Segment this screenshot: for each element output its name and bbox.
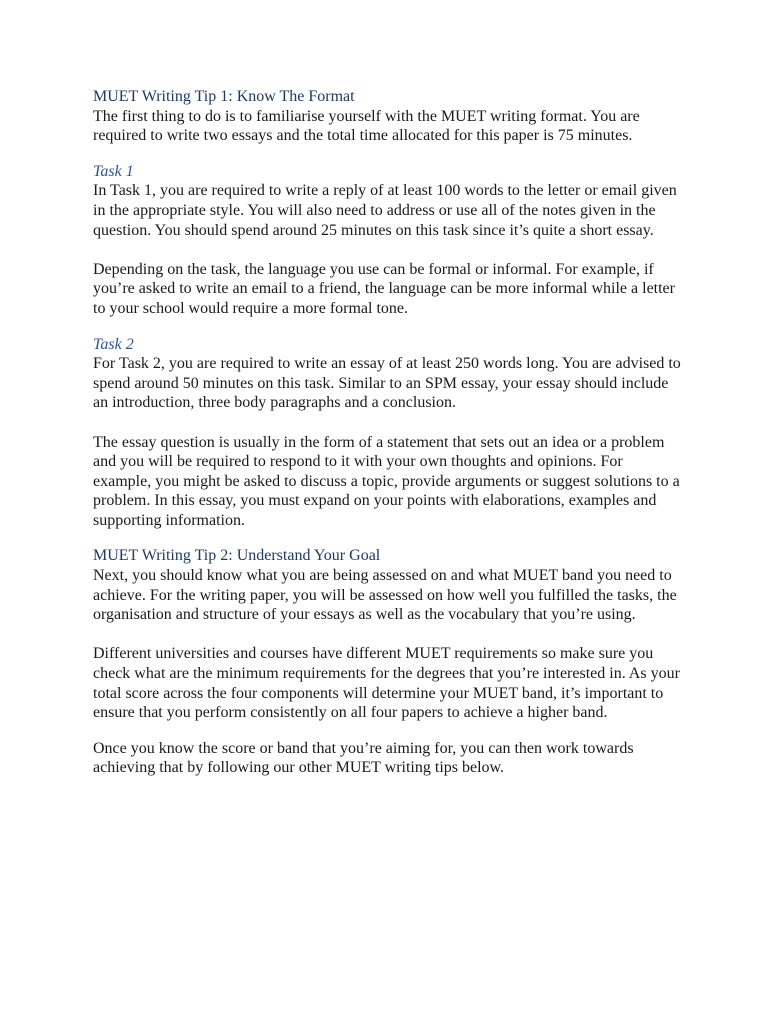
tip1-heading: MUET Writing Tip 1: Know The Format xyxy=(93,88,355,105)
task2-heading: Task 2 xyxy=(93,335,134,353)
task2-paragraph-2: The essay question is usually in the form of a statement that sets out an idea or a problem and you will be required to respond to it with your own thoughts and opinions. For example, you might be asked to discuss a topic, provide arguments or suggest solutions to a problem. In this essay, you must expand on your points with elaborations, examples and supporting information. xyxy=(93,433,680,529)
task1-paragraph-1: In Task 1, you are required to write a reply of at least 100 words to the letter or email given in the appropriate style. You will also need to address or use all of the notes given in the question. You should spend around 25 minutes on this task since it’s quite a short essay. xyxy=(93,182,677,239)
task1-heading: Task 1 xyxy=(93,162,134,180)
document-page xyxy=(93,87,683,778)
tip2-paragraph-1: Next, you should know what you are being assessed on and what MUET band you need to achieve. For the writing paper, you will be assessed on how well you fulfilled the tasks, the organisation and structure of your essays as well as the vocabulary that you’re using. xyxy=(93,567,677,624)
task1-paragraph-2: Depending on the task, the language you use can be formal or informal. For example, if you’re asked to write an email to a friend, the language can be more informal while a letter to your school would require a more formal tone. xyxy=(93,260,675,317)
tip2-heading: MUET Writing Tip 2: Understand Your Goal xyxy=(93,547,381,565)
tip2-paragraph-2: Different universities and courses have different MUET requirements so make sure you check what are the minimum requirements for the degrees that you’re interested in. As your total score across the four components will determine your MUET band, it’s important to ensure that you perform consistently on all four papers to achieve a higher band. xyxy=(93,645,680,722)
tip2-paragraph-3: Once you know the score or band that you’re aiming for, you can then work towards achieving that by following our other MUET writing tips below. xyxy=(93,739,634,777)
tip1-paragraph: The first thing to do is to familiarise yourself with the MUET writing format. You are required to write two essays and the total time allocated for this paper is 75 minutes. xyxy=(93,107,640,145)
task2-paragraph-1: For Task 2, you are required to write an essay of at least 250 words long. You are advised to spend around 50 minutes on this task. Similar to an SPM essay, your essay should include an introduction, three body paragraphs and a conclusion. xyxy=(93,355,681,412)
